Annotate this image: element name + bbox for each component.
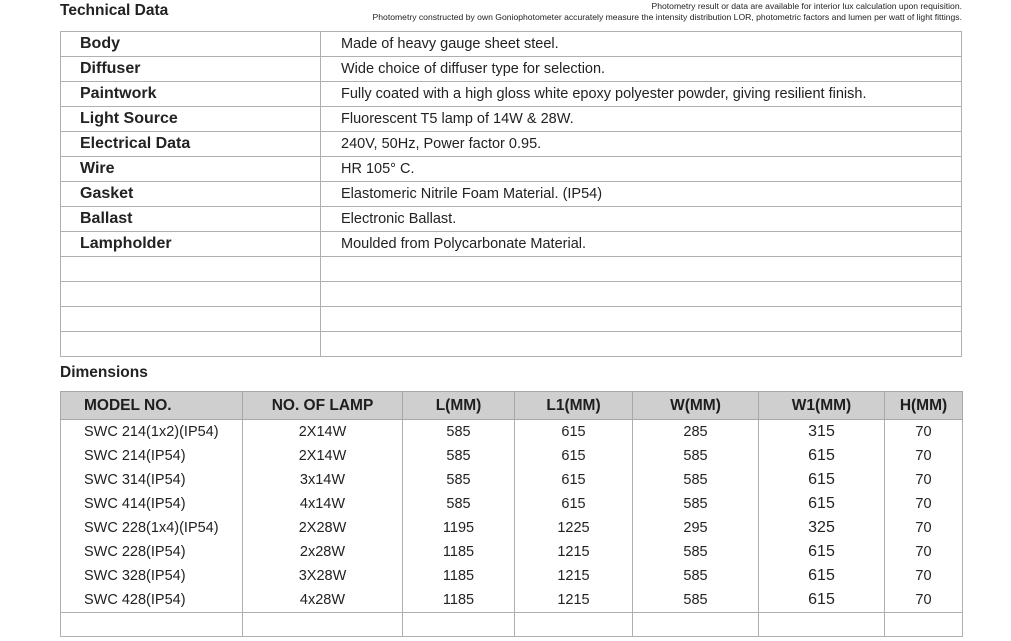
table-row	[61, 468, 963, 492]
l1-cell: 615	[515, 420, 633, 445]
column-header: L1(MM)	[515, 392, 633, 420]
lamp-cell: 2X14W	[243, 420, 403, 445]
table-row	[61, 444, 963, 468]
spec-value: Electronic Ballast.	[321, 207, 962, 232]
w-cell: 585	[633, 564, 759, 588]
table-row	[61, 232, 962, 257]
spec-value: HR 105° C.	[321, 157, 962, 182]
empty-row	[61, 282, 962, 307]
table-row	[61, 564, 963, 588]
empty-cell	[321, 307, 962, 332]
spec-label: Body	[61, 32, 321, 57]
l1-cell: 615	[515, 444, 633, 468]
model-cell: SWC 228(1x4)(IP54)	[61, 516, 243, 540]
h-cell: 70	[885, 516, 963, 540]
l-cell: 585	[403, 492, 515, 516]
l1-cell: 1215	[515, 588, 633, 613]
model-cell: SWC 214(IP54)	[61, 444, 243, 468]
column-header: NO. OF LAMP	[243, 392, 403, 420]
empty-cell	[403, 613, 515, 637]
lamp-cell: 4x14W	[243, 492, 403, 516]
empty-cell	[321, 282, 962, 307]
column-header: MODEL NO.	[61, 392, 243, 420]
h-cell: 70	[885, 420, 963, 445]
model-cell: SWC 428(IP54)	[61, 588, 243, 613]
photometry-note: Photometry constructed by own Goniophotometer accurately measure the intensity distribution LOR, photometric factors and lumen per watt of light fittings.	[372, 11, 962, 22]
empty-cell	[61, 282, 321, 307]
empty-cell	[61, 257, 321, 282]
l-cell: 1185	[403, 564, 515, 588]
w-cell: 585	[633, 468, 759, 492]
photometry-note: Photometry result or data are available for interior lux calculation upon requisition.	[651, 1, 962, 11]
column-header: W1(MM)	[759, 392, 885, 420]
technical-data-table	[60, 31, 962, 357]
technical-data-title: Technical Data	[60, 2, 169, 19]
lamp-cell: 2X14W	[243, 444, 403, 468]
table-row	[61, 132, 962, 157]
w-cell: 585	[633, 588, 759, 613]
model-cell: SWC 228(IP54)	[61, 540, 243, 564]
spec-value: Moulded from Polycarbonate Material.	[321, 232, 962, 257]
l-cell: 585	[403, 444, 515, 468]
table-row	[61, 182, 962, 207]
spec-value: Made of heavy gauge sheet steel.	[321, 32, 962, 57]
dimensions-table	[60, 391, 963, 637]
l1-cell: 1225	[515, 516, 633, 540]
h-cell: 70	[885, 540, 963, 564]
h-cell: 70	[885, 444, 963, 468]
photometry-notes	[373, 1, 962, 22]
empty-cell	[61, 613, 243, 637]
spec-value: Wide choice of diffuser type for selection.	[321, 57, 962, 82]
empty-row	[61, 613, 963, 637]
w1-cell: 615	[759, 492, 885, 516]
spec-value: Fluorescent T5 lamp of 14W & 28W.	[321, 107, 962, 132]
h-cell: 70	[885, 588, 963, 613]
model-cell: SWC 414(IP54)	[61, 492, 243, 516]
empty-cell	[61, 332, 321, 357]
h-cell: 70	[885, 492, 963, 516]
w-cell: 585	[633, 444, 759, 468]
empty-cell	[515, 613, 633, 637]
model-cell: SWC 328(IP54)	[61, 564, 243, 588]
empty-cell	[61, 307, 321, 332]
spec-label: Diffuser	[61, 57, 321, 82]
empty-row	[61, 257, 962, 282]
lamp-cell: 3x14W	[243, 468, 403, 492]
dimensions-title: Dimensions	[60, 364, 148, 381]
w1-cell: 615	[759, 540, 885, 564]
l1-cell: 1215	[515, 540, 633, 564]
w1-cell: 615	[759, 444, 885, 468]
empty-cell	[885, 613, 963, 637]
model-cell: SWC 214(1x2)(IP54)	[61, 420, 243, 445]
column-header: W(MM)	[633, 392, 759, 420]
table-row	[61, 157, 962, 182]
table-row	[61, 492, 963, 516]
l-cell: 1185	[403, 588, 515, 613]
empty-row	[61, 307, 962, 332]
lamp-cell: 3X28W	[243, 564, 403, 588]
l1-cell: 615	[515, 492, 633, 516]
l-cell: 1195	[403, 516, 515, 540]
l-cell: 1185	[403, 540, 515, 564]
w-cell: 295	[633, 516, 759, 540]
w-cell: 585	[633, 540, 759, 564]
h-cell: 70	[885, 468, 963, 492]
model-cell: SWC 314(IP54)	[61, 468, 243, 492]
spec-value: Elastomeric Nitrile Foam Material. (IP54)	[321, 182, 962, 207]
w1-cell: 325	[759, 516, 885, 540]
spec-label: Light Source	[61, 107, 321, 132]
spec-label: Ballast	[61, 207, 321, 232]
spec-value: 240V, 50Hz, Power factor 0.95.	[321, 132, 962, 157]
spec-label: Electrical Data	[61, 132, 321, 157]
w1-cell: 615	[759, 588, 885, 613]
lamp-cell: 2x28W	[243, 540, 403, 564]
l1-cell: 615	[515, 468, 633, 492]
l1-cell: 1215	[515, 564, 633, 588]
spec-label: Gasket	[61, 182, 321, 207]
column-header: L(MM)	[403, 392, 515, 420]
empty-cell	[633, 613, 759, 637]
spec-label: Lampholder	[61, 232, 321, 257]
spec-label: Wire	[61, 157, 321, 182]
w1-cell: 615	[759, 564, 885, 588]
empty-row	[61, 332, 962, 357]
table-row	[61, 540, 963, 564]
w-cell: 285	[633, 420, 759, 445]
table-row	[61, 32, 962, 57]
table-row	[61, 420, 963, 445]
table-row	[61, 82, 962, 107]
lamp-cell: 2X28W	[243, 516, 403, 540]
table-row	[61, 107, 962, 132]
table-row	[61, 207, 962, 232]
w-cell: 585	[633, 492, 759, 516]
lamp-cell: 4x28W	[243, 588, 403, 613]
empty-cell	[321, 332, 962, 357]
w1-cell: 615	[759, 468, 885, 492]
table-header-row	[61, 392, 963, 420]
l-cell: 585	[403, 468, 515, 492]
empty-cell	[759, 613, 885, 637]
empty-cell	[321, 257, 962, 282]
table-row	[61, 588, 963, 613]
spec-value: Fully coated with a high gloss white epoxy polyester powder, giving resilient finish.	[321, 82, 962, 107]
w1-cell: 315	[759, 420, 885, 445]
table-row	[61, 516, 963, 540]
spec-label: Paintwork	[61, 82, 321, 107]
l-cell: 585	[403, 420, 515, 445]
column-header: H(MM)	[885, 392, 963, 420]
empty-cell	[243, 613, 403, 637]
table-row	[61, 57, 962, 82]
h-cell: 70	[885, 564, 963, 588]
